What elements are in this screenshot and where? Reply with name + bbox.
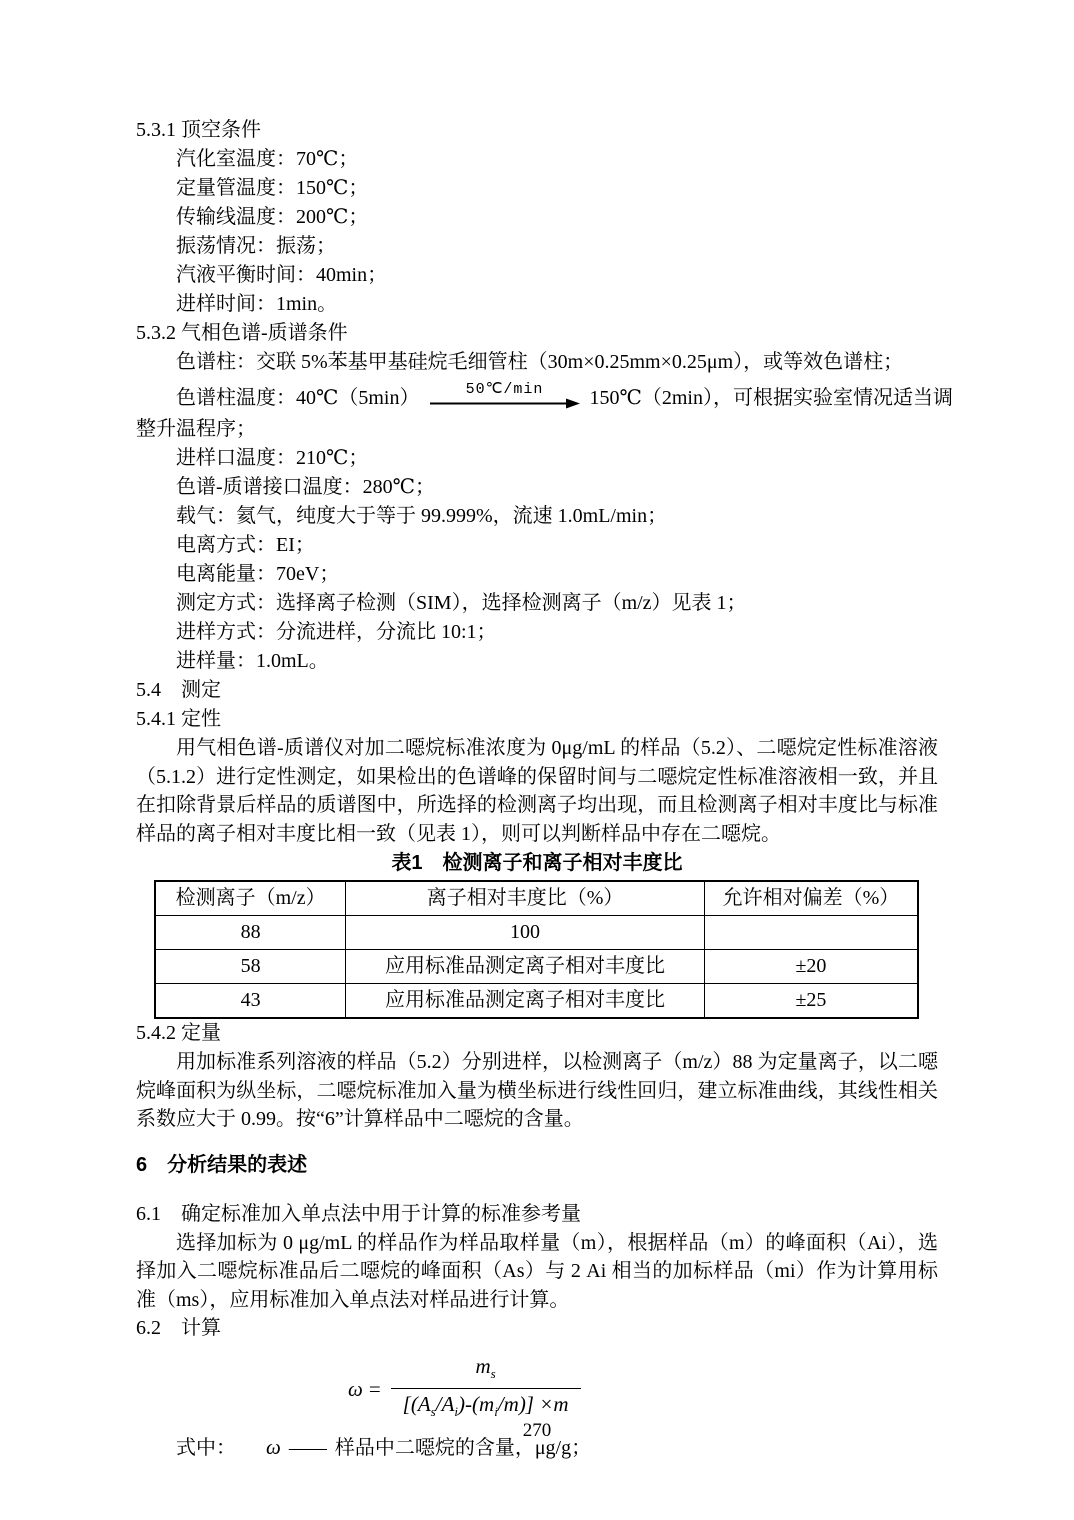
section-6-2-heading: 6.2 计算	[136, 1317, 221, 1339]
condition-line: 色谱柱：交联 5%苯基甲基硅烷毛细管柱（30m×0.25mm×0.25μm），或等效色谱柱；	[176, 351, 904, 373]
legend-dash: ——	[288, 1437, 325, 1460]
page-content	[136, 116, 953, 1463]
table-1-title: 表1 检测离子和离子相对丰度比	[391, 852, 683, 874]
temperature-program-line	[136, 377, 953, 415]
section-5-4-2-heading: 5.4.2 定量	[136, 1022, 221, 1044]
reference-quantity-paragraph: 选择加标为 0 μg/mL 的样品作为样品取样量（m），根据样品（m）的峰面积（Ai），选择加入二噁烷标准品后二噁烷的峰面积（As）与 2 Ai 相当的加标样品（mi）作为计算用标准（ms），应用标准加入单点法对样品进行计算。	[136, 1231, 938, 1311]
table-1	[154, 880, 919, 1019]
table-cell: 应用标准品测定离子相对丰度比	[346, 950, 705, 984]
section-5-4-heading: 5.4 测定	[136, 679, 221, 701]
temp-program-start: 色谱柱温度：40℃（5min）	[176, 387, 420, 409]
quantitative-paragraph: 用加标准系列溶液的样品（5.2）分别进样，以检测离子（m/z）88 为定量离子，以二噁烷峰面积为纵坐标，二噁烷标准加入量为横坐标进行线性回归，建立标准曲线，其线性相关系数应大于 0.99。按“6”计算样品中二噁烷的含量。	[136, 1051, 938, 1130]
condition-line: 振荡情况：振荡；	[176, 235, 336, 257]
legend-label: 式中：	[176, 1437, 236, 1460]
table-header-cell: 离子相对丰度比（%）	[346, 881, 705, 916]
condition-line: 进样方式：分流进样，分流比 10:1；	[176, 621, 497, 643]
formula-fraction	[391, 1353, 581, 1425]
condition-line: 传输线温度：200℃；	[176, 206, 369, 228]
temp-program-continuation: 整升温程序；	[136, 418, 256, 440]
temperature-ramp	[430, 382, 580, 415]
condition-line: 定量管温度：150℃；	[176, 177, 369, 199]
table-cell: ±20	[704, 950, 918, 984]
table-header-row	[155, 881, 918, 916]
section-6-1-heading: 6.1 确定标准加入单点法中用于计算的标准参考量	[136, 1202, 581, 1225]
table-header-cell: 检测离子（m/z）	[155, 881, 346, 916]
section-5-3-1-heading: 5.3.1 顶空条件	[136, 119, 261, 141]
denominator-subscript: i	[494, 1404, 498, 1420]
page-number: 270	[522, 1420, 552, 1441]
numerator-base: m	[475, 1354, 491, 1378]
section-5-3-2-heading: 5.3.2 气相色谱-质谱条件	[136, 322, 348, 344]
denominator-part: /A	[435, 1392, 455, 1417]
calculation-formula	[348, 1353, 938, 1425]
table-row	[155, 916, 918, 950]
table-cell: 58	[155, 950, 346, 984]
condition-line: 色谱-质谱接口温度：280℃；	[176, 476, 436, 498]
table-cell: 应用标准品测定离子相对丰度比	[346, 984, 705, 1019]
condition-line: 汽液平衡时间：40min；	[176, 264, 388, 286]
denominator-subscript: s	[430, 1404, 436, 1420]
section-6-title: 分析结果的表述	[167, 1153, 308, 1176]
condition-line: 进样时间：1min。	[176, 293, 338, 315]
qualitative-paragraph: 用气相色谱-质谱仪对加二噁烷标准浓度为 0μg/mL 的样品（5.2）、二噁烷定性标准溶液（5.1.2）进行定性测定，如果检出的色谱峰的保留时间与二噁烷定性标准溶液相一致，并且在扣除背景后样品的质谱图中，所选择的检测离子均出现，而且检测离子相对丰度比与标准样品的离子相对丰度比相一致（见表 1），则可以判断样品中存在二噁烷。	[136, 737, 938, 845]
denominator-part: )-(m	[458, 1392, 495, 1417]
section-5-4-1-heading: 5.4.1 定性	[136, 708, 221, 730]
table-header-cell: 允许相对偏差（%）	[704, 881, 918, 916]
condition-line: 测定方式：选择离子检测（SIM），选择检测离子（m/z）见表 1；	[176, 592, 747, 614]
numerator-subscript: s	[490, 1366, 496, 1382]
formula-omega: ω	[348, 1376, 363, 1401]
condition-line: 电离能量：70eV；	[176, 563, 340, 585]
denominator-part: [(A	[402, 1392, 431, 1417]
table-row	[155, 950, 918, 984]
section-6-heading	[136, 1151, 938, 1180]
right-arrow-icon	[430, 398, 580, 409]
denominator-subscript: i	[454, 1404, 459, 1420]
fraction-numerator	[468, 1353, 504, 1388]
table-cell: ±25	[704, 984, 918, 1019]
condition-line: 汽化室温度：70℃；	[176, 148, 359, 170]
table-cell	[704, 916, 918, 950]
ramp-rate-label: 50℃/min	[465, 381, 544, 398]
temp-program-end: 150℃（2min），可根据实验室情况适当调	[589, 387, 953, 409]
table-cell: 43	[155, 984, 346, 1019]
condition-line: 载气：氦气，纯度大于等于 99.999%，流速 1.0mL/min；	[176, 505, 668, 527]
condition-line: 电离方式：EI；	[176, 534, 315, 556]
denominator-part: /m)] ×m	[497, 1392, 569, 1417]
condition-line: 进样口温度：210℃；	[176, 447, 369, 469]
table-cell: 100	[346, 916, 705, 950]
section-6-number: 6	[136, 1153, 148, 1176]
legend-description: 样品中二噁烷的含量，μg/g；	[334, 1437, 592, 1460]
formula-equals: =	[368, 1376, 381, 1401]
condition-line: 进样量：1.0mL。	[176, 650, 329, 672]
table-cell: 88	[155, 916, 346, 950]
table-row	[155, 984, 918, 1019]
legend-symbol: ω	[266, 1435, 281, 1460]
